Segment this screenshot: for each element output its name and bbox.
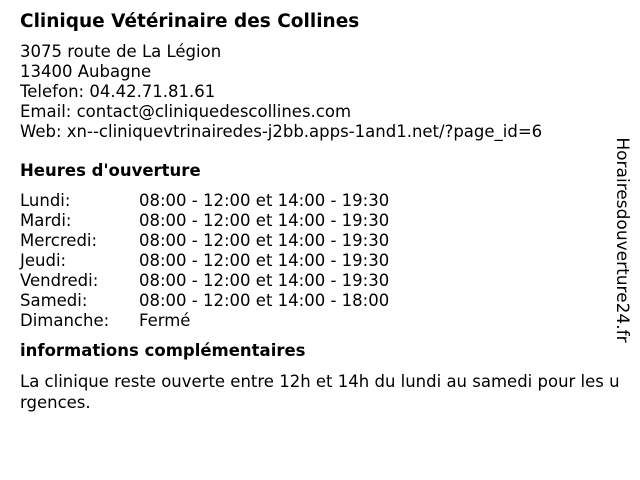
hours-day: Mercredi: <box>20 231 98 250</box>
address-line-1: 3075 route de La Légion <box>20 42 222 61</box>
hours-row <box>20 311 612 331</box>
hours-row <box>20 251 612 271</box>
hours-row <box>20 231 612 251</box>
hours-time: 08:00 - 12:00 et 14:00 - 19:30 <box>139 251 390 270</box>
hours-row <box>20 191 612 211</box>
hours-time: 08:00 - 12:00 et 14:00 - 19:30 <box>139 271 390 290</box>
hours-day: Dimanche: <box>20 311 110 330</box>
hours-time: Fermé <box>139 311 191 330</box>
hours-time: 08:00 - 12:00 et 14:00 - 19:30 <box>139 191 390 210</box>
hours-time: 08:00 - 12:00 et 14:00 - 19:30 <box>139 231 390 250</box>
hours-day: Lundi: <box>20 191 71 210</box>
hours-time: 08:00 - 12:00 et 14:00 - 19:30 <box>139 211 390 230</box>
hours-heading: Heures d'ouverture <box>20 161 201 180</box>
hours-day: Vendredi: <box>20 271 99 290</box>
hours-row <box>20 211 612 231</box>
email-line: Email: contact@cliniquedescollines.com <box>20 102 352 121</box>
phone-line: Telefon: 04.42.71.81.61 <box>20 82 216 101</box>
site-watermark: Horairesdouverture24.fr <box>612 137 632 343</box>
clinic-info-card <box>20 10 620 413</box>
extra-info-heading: informations complémentaires <box>20 341 306 360</box>
web-line: Web: xn--cliniquevtrinairedes-j2bb.apps-1and1.net/?page_id=6 <box>20 122 543 141</box>
hours-day: Jeudi: <box>20 251 67 270</box>
hours-row <box>20 291 612 311</box>
hours-day: Mardi: <box>20 211 72 230</box>
extra-info-text: La clinique reste ouverte entre 12h et 14h du lundi au samedi pour les urgences. <box>20 372 620 412</box>
address-line-2: 13400 Aubagne <box>20 62 152 81</box>
hours-time: 08:00 - 12:00 et 14:00 - 18:00 <box>139 291 390 310</box>
hours-table <box>20 191 612 331</box>
hours-row <box>20 271 612 291</box>
hours-day: Samedi: <box>20 291 88 310</box>
clinic-name: Clinique Vétérinaire des Collines <box>20 11 360 32</box>
